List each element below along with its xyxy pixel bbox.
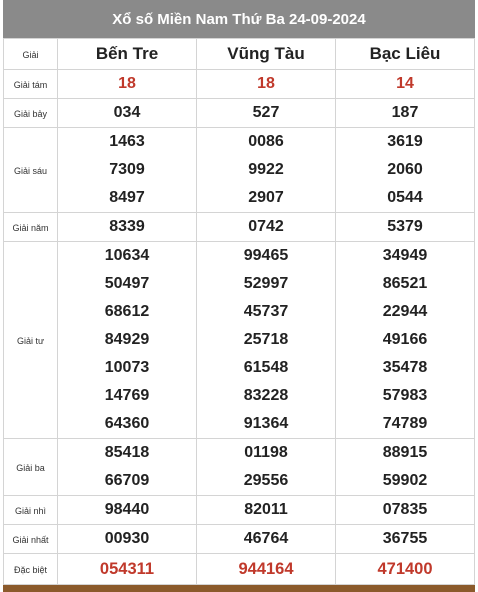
prize-values-cell xyxy=(58,70,197,99)
prize-number: 57983 xyxy=(382,387,428,404)
prize-number: 36755 xyxy=(382,530,428,547)
province-header[interactable] xyxy=(336,39,475,70)
prize-number: 34949 xyxy=(382,247,428,264)
prize-values-cell xyxy=(58,242,197,439)
prize-label-cell xyxy=(4,525,58,554)
prize-row xyxy=(4,99,475,128)
prize-number: 68612 xyxy=(104,303,150,320)
prize-values-cell xyxy=(197,525,336,554)
prize-number: 74789 xyxy=(382,415,428,432)
prize-number: 1463 xyxy=(109,133,145,150)
prize-label: Giải tám xyxy=(13,80,48,90)
prize-values-cell xyxy=(336,128,475,213)
province-header[interactable] xyxy=(197,39,336,70)
footer-bar xyxy=(3,585,475,592)
prize-label: Giải sáu xyxy=(13,166,48,176)
prize-number: 18 xyxy=(118,75,136,92)
prize-values-cell xyxy=(197,213,336,242)
prize-label: Giải năm xyxy=(12,223,49,233)
prize-values-cell xyxy=(197,242,336,439)
header-row xyxy=(4,39,475,70)
prize-number: 25718 xyxy=(243,331,289,348)
prize-label: Giải nhì xyxy=(14,506,47,516)
prize-number: 86521 xyxy=(382,275,428,292)
prize-number: 0086 xyxy=(248,133,284,150)
prize-label-cell xyxy=(4,213,58,242)
prize-values-cell xyxy=(58,554,197,585)
prize-number: 3619 xyxy=(387,133,423,150)
prize-number: 66709 xyxy=(104,472,150,489)
prize-number: 84929 xyxy=(104,331,150,348)
prize-number: 35478 xyxy=(382,359,428,376)
prize-values-cell xyxy=(197,128,336,213)
prize-row xyxy=(4,496,475,525)
prize-values-cell xyxy=(197,70,336,99)
results-title: Xổ số Miền Nam Thứ Ba 24-09-2024 xyxy=(3,0,475,38)
prize-number: 8339 xyxy=(109,218,145,235)
prize-values-cell xyxy=(336,496,475,525)
header-label-cell xyxy=(4,39,58,70)
prize-number: 7309 xyxy=(109,161,145,178)
prize-number: 2907 xyxy=(248,189,284,206)
prize-values-cell xyxy=(336,554,475,585)
prize-number: 59902 xyxy=(382,472,428,489)
prize-values-cell xyxy=(336,439,475,496)
prize-values-cell xyxy=(197,496,336,525)
prize-number: 22944 xyxy=(382,303,428,320)
lottery-results-panel xyxy=(3,0,475,588)
prize-label-cell xyxy=(4,554,58,585)
prize-label: Giải ba xyxy=(16,463,45,473)
prize-number: 0742 xyxy=(248,218,284,235)
prize-number: 50497 xyxy=(104,275,150,292)
prize-row xyxy=(4,213,475,242)
prize-number: 8497 xyxy=(109,189,145,206)
prize-row xyxy=(4,554,475,585)
prize-number: 5379 xyxy=(387,218,423,235)
prize-row xyxy=(4,525,475,554)
prize-number: 471400 xyxy=(377,560,433,578)
prize-values-cell xyxy=(197,439,336,496)
prize-label-cell xyxy=(4,70,58,99)
prize-number: 99465 xyxy=(243,247,289,264)
prize-values-cell xyxy=(197,554,336,585)
prize-values-cell xyxy=(58,99,197,128)
prize-number: 45737 xyxy=(243,303,289,320)
prize-row xyxy=(4,242,475,439)
prize-number: 88915 xyxy=(382,444,428,461)
prize-label: Giải tư xyxy=(16,336,45,346)
header-label: Giải xyxy=(22,50,39,60)
prize-values-cell xyxy=(58,525,197,554)
prize-values-cell xyxy=(336,525,475,554)
prize-values-cell xyxy=(58,496,197,525)
prize-number: 187 xyxy=(391,104,419,121)
prize-row xyxy=(4,128,475,213)
prize-values-cell xyxy=(58,439,197,496)
prize-number: 14 xyxy=(396,75,414,92)
prize-number: 054311 xyxy=(99,560,155,578)
prize-number: 14769 xyxy=(104,387,150,404)
prize-number: 10634 xyxy=(104,247,150,264)
prize-values-cell xyxy=(197,99,336,128)
prize-values-cell xyxy=(58,128,197,213)
prize-number: 527 xyxy=(252,104,280,121)
prize-number: 91364 xyxy=(243,415,289,432)
prize-number: 83228 xyxy=(243,387,289,404)
prize-number: 46764 xyxy=(243,530,289,547)
prize-number: 9922 xyxy=(248,161,284,178)
province-name[interactable]: Vũng Tàu xyxy=(227,44,305,63)
prize-number: 07835 xyxy=(382,501,428,518)
prize-values-cell xyxy=(58,213,197,242)
prize-label-cell xyxy=(4,439,58,496)
prize-number: 49166 xyxy=(382,331,428,348)
prize-row xyxy=(4,70,475,99)
prize-label-cell xyxy=(4,242,58,439)
prize-number: 00930 xyxy=(104,530,150,547)
prize-values-cell xyxy=(336,242,475,439)
prize-number: 98440 xyxy=(104,501,150,518)
prize-label-cell xyxy=(4,128,58,213)
province-name[interactable]: Bến Tre xyxy=(95,44,159,63)
prize-label: Giải nhất xyxy=(12,535,49,545)
prize-number: 944164 xyxy=(238,560,294,578)
prize-number: 61548 xyxy=(243,359,289,376)
prize-number: 52997 xyxy=(243,275,289,292)
prize-label: Đặc biệt xyxy=(13,565,48,575)
province-name[interactable]: Bạc Liêu xyxy=(369,44,441,63)
prize-values-cell xyxy=(336,70,475,99)
prize-label: Giải bảy xyxy=(13,109,48,119)
prize-number: 18 xyxy=(257,75,275,92)
results-table-body xyxy=(4,39,475,585)
prize-number: 64360 xyxy=(104,415,150,432)
prize-number: 85418 xyxy=(104,444,150,461)
prize-values-cell xyxy=(336,213,475,242)
prize-number: 2060 xyxy=(387,161,423,178)
prize-values-cell xyxy=(336,99,475,128)
prize-number: 82011 xyxy=(244,501,288,518)
prize-row xyxy=(4,439,475,496)
prize-label-cell xyxy=(4,496,58,525)
prize-number: 29556 xyxy=(243,472,289,489)
prize-number: 034 xyxy=(113,104,141,121)
province-header[interactable] xyxy=(58,39,197,70)
prize-label-cell xyxy=(4,99,58,128)
results-table xyxy=(3,38,475,585)
prize-number: 0544 xyxy=(387,189,423,206)
prize-number: 10073 xyxy=(104,359,150,376)
prize-number: 01198 xyxy=(244,444,288,461)
